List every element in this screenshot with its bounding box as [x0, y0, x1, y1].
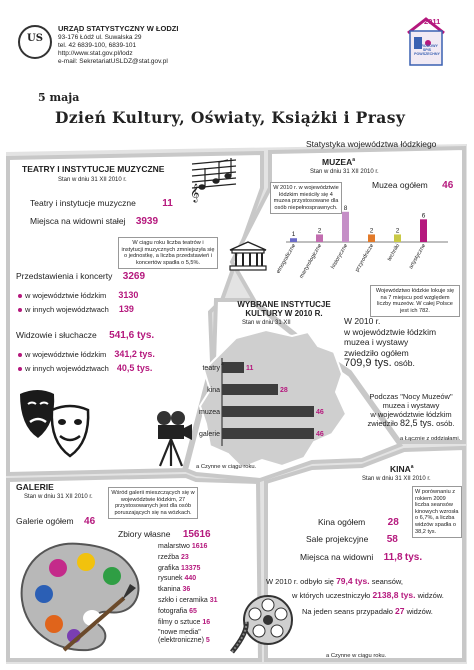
galerie-zbiory-label: Zbiory własne	[118, 529, 171, 539]
kina-jeden-l1: Na jeden seans przypadało	[302, 607, 393, 616]
kina-seanse-l1: W 2010 r. odbyło się	[266, 577, 334, 586]
galerie-item-label: filmy o sztuce	[158, 618, 201, 626]
header-contact	[58, 25, 258, 66]
kina-jeden	[302, 606, 433, 616]
museum-category-label: historyczne	[330, 243, 350, 271]
theatre-masks-icon	[14, 384, 96, 464]
kina-title	[390, 464, 414, 474]
teatry-woj-lodzkie-value: 3130	[118, 290, 139, 300]
title-subtitle: Statystyka województwa łódzkiego	[306, 139, 437, 149]
galerie-item	[158, 586, 258, 597]
muzea-visits	[344, 316, 436, 369]
teatry-miejsca	[30, 216, 158, 227]
galerie-item-label: grafika	[158, 564, 180, 572]
institution-bar	[222, 406, 314, 417]
kina-sale-value: 58	[386, 534, 398, 545]
muzea-night-l4: zwiedziło	[367, 419, 398, 428]
teatry-widz-inne-label: w innych województwach	[25, 364, 109, 373]
kina-jeden-value: 27	[395, 606, 405, 616]
title-date: 5 maja	[38, 91, 80, 104]
teatry-woj-lodzkie	[18, 290, 138, 300]
galerie-ogolem-label: Galerie ogółem	[16, 516, 74, 526]
teatry-instytucje	[30, 198, 173, 209]
kina-miejsca-label: Miejsca na widowni	[300, 552, 374, 562]
galerie-item-value: 5	[205, 637, 210, 645]
institution-category-label: galerie	[198, 431, 220, 438]
kina-miejsca	[300, 552, 422, 563]
muzea-title	[322, 157, 355, 167]
kina-seanse	[266, 576, 403, 586]
institution-bar-value: 28	[280, 387, 288, 394]
galerie-item-value: 440	[184, 575, 197, 583]
title-main: Dzień Kultury, Oświaty, Książki i Prasy	[55, 108, 406, 127]
teatry-instytucje-label: Teatry i instytucje muzyczne	[30, 198, 136, 208]
office-email[interactable]: e-mail: SekretariatUSLDZ@stat.gov.pl	[58, 58, 168, 65]
muzea-visits-l4: zwiedziło ogółem	[344, 347, 409, 358]
teatry-inne-label: w innych województwach	[25, 305, 109, 314]
museum-type-chart	[275, 204, 454, 292]
museum-bar	[420, 219, 427, 242]
muzea-ogolem	[372, 180, 453, 191]
kina-miejsca-unit: tys.	[404, 552, 423, 563]
kina-title-mark: a	[410, 464, 414, 471]
muzea-visits-l2: w województwie łódzkim	[344, 326, 437, 337]
census-logo	[398, 15, 448, 67]
muzea-night-value: 82,5 tys.	[400, 418, 435, 428]
office-address: 93-176 Łódź ul. Suwalska 29	[58, 34, 142, 41]
teatry-widz-inne	[18, 363, 152, 373]
kina-ogolem-value: 28	[387, 517, 399, 528]
kina-ogolem	[318, 517, 399, 528]
museum-bar-value: 2	[317, 227, 322, 235]
muzea-night-l3: w województwie łódzkim	[370, 410, 452, 419]
institutions-footnote: a Czynne w ciągu roku.	[196, 464, 257, 470]
kina-note: W porównaniu z rokiem 2009 liczba seansów kinowych wzrosła o 6,7%, a liczba widzów spadła o 38,2 tys.	[412, 486, 462, 538]
institutions-subtitle: Stan w dniu 31 XII	[242, 320, 291, 326]
kina-widzowie-l1: w których uczestniczyło	[292, 591, 371, 600]
kina-seanse-value: 79,4 tys.	[336, 576, 370, 586]
institution-category-mark: a	[221, 361, 224, 366]
teatry-date: Stan w dniu 31 XII 2010 r.	[58, 177, 127, 183]
muzea-night-l2: muzea i wystawy	[382, 401, 440, 410]
kina-jeden-l2: widzów.	[406, 607, 433, 616]
galerie-item-label: fotografia	[158, 607, 188, 615]
census-year: 2011	[424, 17, 441, 26]
kina-widzowie	[292, 590, 444, 600]
galerie-item	[158, 575, 258, 586]
bullet-icon	[18, 353, 22, 357]
teatry-title: TEATRY I INSTYTUCJE MUZYCZNE	[22, 164, 165, 174]
kina-seanse-l2: seansów,	[371, 577, 403, 586]
muzea-date: Stan w dniu 31 XII 2010 r.	[310, 169, 379, 175]
institution-bar-value: 46	[316, 409, 324, 416]
galerie-item-value: 16	[202, 618, 211, 626]
muzea-visits-l1: W 2010 r.	[344, 316, 381, 326]
bullet-icon	[18, 294, 22, 298]
galerie-item-value: 1616	[191, 543, 208, 550]
muzea-night	[366, 392, 456, 428]
muzea-title-text: MUZEA	[322, 157, 353, 167]
teatry-przedstawienia-value: 3269	[122, 271, 146, 282]
galerie-zbiory-value: 15616	[182, 529, 211, 540]
kina-ogolem-label: Kina ogółem	[318, 517, 366, 527]
museum-category-label: artystyczne	[408, 243, 428, 271]
muzea-visits-value: 709,9 tys.	[344, 357, 392, 369]
teatry-widz-inne-value: 40,5 tys.	[116, 363, 153, 373]
institution-category-label: kina	[207, 387, 220, 394]
museum-bar	[290, 238, 297, 242]
museum-bar	[316, 234, 323, 242]
kina-sale-label: Sale projekcyjne	[306, 534, 369, 544]
galerie-ogolem-value: 46	[84, 516, 96, 527]
teatry-widzowie	[16, 330, 154, 341]
teatry-widz-lodzkie-label: w województwie łódzkim	[25, 350, 107, 359]
museum-bar	[368, 234, 375, 242]
galerie-item-label: szkło i ceramika	[158, 596, 208, 604]
palette-icon	[14, 538, 148, 656]
teatry-miejsca-value: 3939	[135, 216, 159, 227]
kina-date: Stan w dniu 31 XII 2010 r.	[362, 476, 431, 482]
teatry-widzowie-value: 541,6 tys.	[109, 330, 155, 341]
museum-category-label: etnograficzne	[275, 243, 298, 275]
muzea-footnote: a Łącznie z oddziałami.	[400, 436, 461, 442]
teatry-widzowie-label: Widzowie i słuchacze	[16, 330, 97, 340]
census-text: NARODOWY SPIS POWSZECHNY	[414, 44, 440, 56]
museum-bar	[394, 234, 401, 242]
galerie-item-label: rzeźba	[158, 553, 180, 561]
galerie-item	[158, 554, 258, 565]
teatry-przedstawienia-label: Przedstawienia i koncerty	[16, 271, 113, 281]
kina-widzowie-value: 2138,8 tys.	[372, 590, 416, 600]
us-logo-text: US	[27, 33, 43, 44]
muzea-night-unit: osób.	[436, 419, 455, 428]
galerie-item-label: malarstwo	[158, 543, 190, 550]
kina-sale	[306, 534, 398, 545]
office-name: URZĄD STATYSTYCZNY W ŁODZI	[58, 24, 179, 33]
galerie-item	[158, 629, 244, 647]
museum-category-label: techniki	[386, 243, 402, 263]
galerie-item-label: rysunek	[158, 575, 183, 583]
kina-title-text: KINA	[390, 464, 411, 474]
museum-bar-value: 6	[421, 212, 426, 220]
museum-category-label: przyrodnicze	[354, 243, 376, 274]
galerie-item	[158, 619, 258, 630]
muzea-note: W 2010 r. w województwie łódzkim mieściły się 4 muzea przystosowane dla osób niepełnosprawnych.	[270, 182, 342, 214]
film-camera-icon	[152, 408, 192, 468]
institution-bar	[222, 428, 314, 439]
muzea-title-mark: a	[352, 157, 356, 164]
institution-bar-value: 46	[316, 431, 324, 438]
galerie-item	[158, 608, 258, 619]
kina-miejsca-value: 11,8	[383, 552, 403, 563]
galerie-item	[158, 565, 258, 576]
muzea-visits-unit: osób.	[394, 358, 415, 368]
teatry-inne	[18, 304, 134, 314]
galerie-item	[158, 543, 258, 554]
galerie-item-value: 13375	[180, 564, 201, 572]
galerie-item-value: 65	[189, 607, 197, 615]
museum-bar-value: 2	[369, 227, 374, 235]
svg-text:𝄞: 𝄞	[190, 183, 200, 202]
muzea-ogolem-value: 46	[442, 180, 454, 191]
galerie-ogolem	[16, 516, 95, 527]
galerie-item-value: 23	[180, 553, 189, 561]
galerie-item-label: tkanina	[158, 586, 181, 594]
bullet-icon	[18, 367, 22, 371]
institutions-title-text: WYBRANE INSTYTUCJE KULTURY W 2010 R.	[237, 300, 331, 318]
teatry-note: W ciągu roku liczba teatrów i instytucji muzycznych zmniejszyła się o jednostkę, a liczba przedstawień i koncertów spadła o 5,5%.	[118, 237, 218, 269]
museum-bar-value: 2	[395, 227, 400, 235]
teatry-przedstawienia	[16, 271, 145, 282]
galerie-item-label: "nowe media" (elektroniczne)	[158, 629, 204, 645]
muzea-profile-note: Województwo łódzkie lokuje się na 7 miejscu pod względem liczby muzeów. W całej Polsce jest ich 782.	[370, 285, 460, 317]
muzea-visits-l3: muzea i wystawy	[344, 337, 409, 347]
institution-bar	[222, 384, 278, 395]
institutions-title	[222, 300, 346, 318]
kina-widzowie-l2: widzów.	[417, 591, 444, 600]
galerie-note: Wśród galerii mieszczących się w województwie łódzkim, 27 przystosowanych jest dla osób poruszających się na wózkach.	[108, 487, 198, 519]
museum-building-icon	[228, 240, 268, 272]
kina-footnote: a Czynne w ciągu roku.	[326, 653, 387, 659]
galerie-item-value: 36	[182, 586, 191, 594]
institution-bar	[222, 362, 244, 373]
teatry-inne-value: 139	[118, 304, 134, 314]
teatry-instytucje-value: 11	[162, 198, 173, 209]
music-notes-icon	[188, 154, 240, 200]
teatry-widz-lodzkie	[18, 349, 155, 359]
teatry-miejsca-label: Miejsca na widowni stałej	[30, 216, 126, 226]
bullet-icon	[18, 308, 22, 312]
muzea-ogolem-label: Muzea ogółem	[372, 180, 428, 190]
galerie-title: GALERIE	[16, 482, 54, 492]
muzea-night-l1: Podczas "Nocy Muzeów"	[369, 392, 453, 401]
teatry-widz-lodzkie-value: 341,2 tys.	[114, 349, 155, 359]
museum-bar-value: 8	[343, 204, 348, 212]
institution-bar-value: 11	[246, 365, 254, 372]
galerie-item	[158, 597, 258, 608]
galerie-item-value: 31	[209, 596, 218, 604]
museum-category-label: martyrologiczne	[298, 243, 324, 280]
museum-bar	[342, 212, 349, 242]
institution-category-label: teatry	[202, 365, 220, 372]
galerie-date: Stan w dniu 31 XII 2010 r.	[24, 494, 93, 500]
office-phone: tel. 42 6839-100, 6839-101	[58, 42, 137, 49]
museum-bar-value: 1	[291, 231, 296, 239]
office-website[interactable]: http://www.stat.gov.pl/lodz	[58, 50, 133, 57]
institution-category-label: muzea	[198, 409, 220, 416]
teatry-woj-lodzkie-label: w województwie łódzkim	[25, 291, 107, 300]
institutions-chart	[192, 356, 328, 448]
galerie-items	[158, 543, 258, 647]
